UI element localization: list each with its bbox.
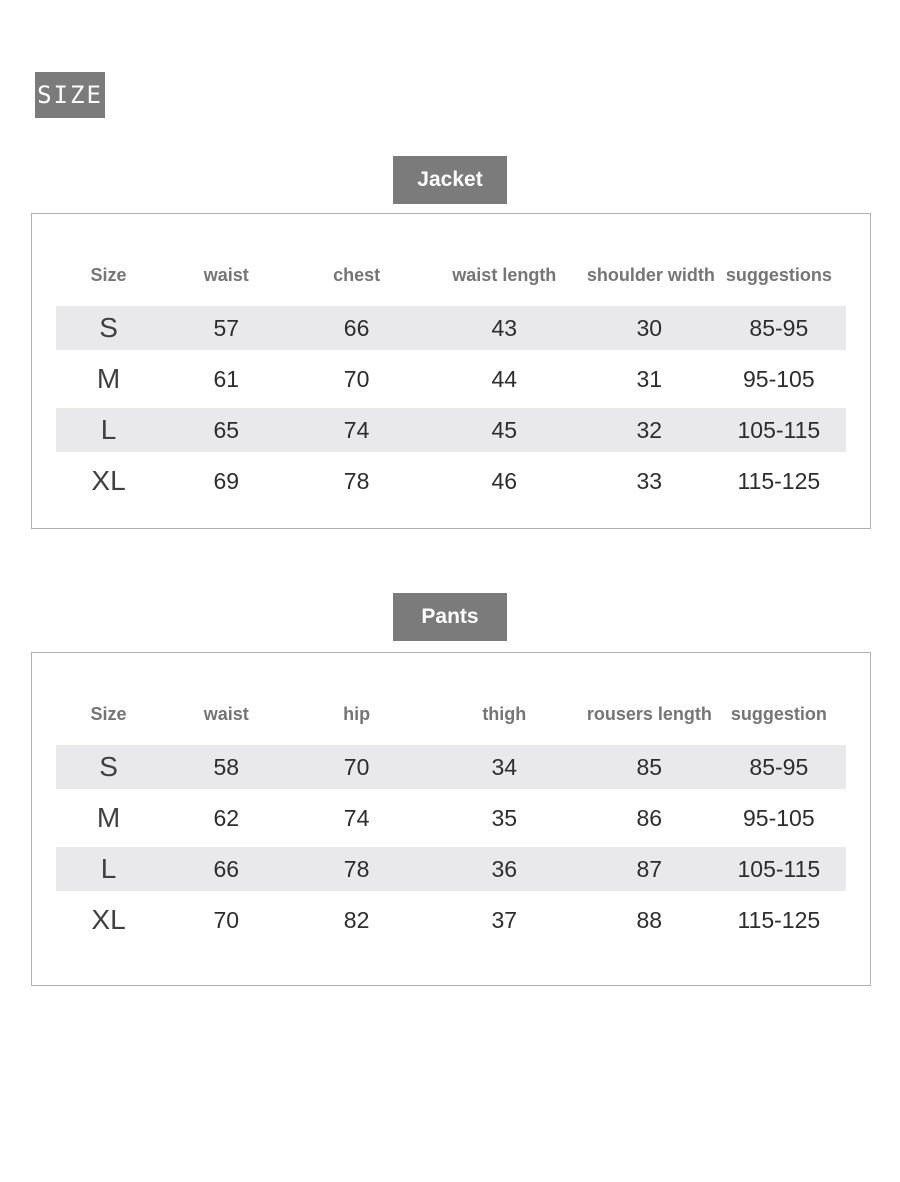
table-row <box>56 459 846 503</box>
value-cell: 95-105 <box>743 804 815 831</box>
table-row <box>56 306 846 350</box>
value-cell: 43 <box>422 306 587 350</box>
table-row <box>56 847 846 891</box>
column-header: suggestions <box>725 264 832 285</box>
value-cell: 30 <box>587 306 712 350</box>
pants-size-table <box>31 652 871 986</box>
column-header: waist <box>203 264 249 285</box>
value-cell: 31 <box>636 365 663 392</box>
value-cell: 88 <box>636 906 663 933</box>
column-header: shoulder width <box>586 264 715 285</box>
size-cell: XL <box>91 465 126 496</box>
column-header: suggestion <box>730 703 827 724</box>
value-cell: 85 <box>587 745 712 789</box>
value-cell: 69 <box>213 467 240 494</box>
pants-table <box>56 683 846 949</box>
column-header: waist <box>203 703 249 724</box>
value-cell: 32 <box>587 408 712 452</box>
column-header: chest <box>333 264 381 285</box>
table-header-row <box>56 251 846 299</box>
value-cell: 78 <box>343 467 370 494</box>
value-cell: 70 <box>343 365 370 392</box>
jacket-size-table <box>31 213 871 529</box>
column-header: rousers length <box>586 703 712 724</box>
value-cell: 37 <box>491 906 518 933</box>
column-header: waist length <box>452 264 557 285</box>
value-cell: 61 <box>213 365 240 392</box>
size-cell: L <box>56 408 161 452</box>
column-header: Size <box>90 703 127 724</box>
value-cell: 45 <box>422 408 587 452</box>
value-cell: 66 <box>161 847 291 891</box>
value-cell: 70 <box>291 745 421 789</box>
value-cell: 78 <box>291 847 421 891</box>
value-cell: 115-125 <box>737 906 821 933</box>
size-cell: S <box>56 745 161 789</box>
value-cell: 44 <box>491 365 518 392</box>
table-row <box>56 357 846 401</box>
value-cell: 46 <box>491 467 518 494</box>
value-cell: 95-105 <box>743 365 815 392</box>
value-cell: 86 <box>636 804 663 831</box>
value-cell: 58 <box>161 745 291 789</box>
column-header: thigh <box>482 703 527 724</box>
size-cell: XL <box>91 904 126 935</box>
jacket-label: Jacket <box>393 156 507 204</box>
value-cell: 36 <box>422 847 587 891</box>
value-cell: 65 <box>161 408 291 452</box>
value-cell: 74 <box>343 804 370 831</box>
size-badge: SIZE <box>35 72 105 118</box>
pants-label: Pants <box>393 593 507 641</box>
jacket-section <box>0 156 900 529</box>
table-row <box>56 898 846 942</box>
value-cell: 105-115 <box>712 847 846 891</box>
table-row <box>56 408 846 452</box>
value-cell: 115-125 <box>737 467 821 494</box>
pants-section <box>0 593 900 986</box>
value-cell: 85-95 <box>712 745 846 789</box>
value-cell: 74 <box>291 408 421 452</box>
value-cell: 70 <box>213 906 240 933</box>
value-cell: 34 <box>422 745 587 789</box>
table-row <box>56 745 846 789</box>
table-header-row <box>56 690 846 738</box>
jacket-table <box>56 244 846 510</box>
value-cell: 87 <box>587 847 712 891</box>
size-cell: L <box>56 847 161 891</box>
value-cell: 66 <box>291 306 421 350</box>
table-row <box>56 796 846 840</box>
size-cell: S <box>56 306 161 350</box>
value-cell: 62 <box>213 804 240 831</box>
value-cell: 33 <box>636 467 663 494</box>
value-cell: 85-95 <box>712 306 846 350</box>
value-cell: 35 <box>491 804 518 831</box>
column-header: Size <box>90 264 127 285</box>
value-cell: 82 <box>343 906 370 933</box>
size-cell: M <box>96 802 121 833</box>
value-cell: 105-115 <box>712 408 846 452</box>
value-cell: 57 <box>161 306 291 350</box>
size-cell: M <box>96 363 121 394</box>
column-header: hip <box>343 703 371 724</box>
